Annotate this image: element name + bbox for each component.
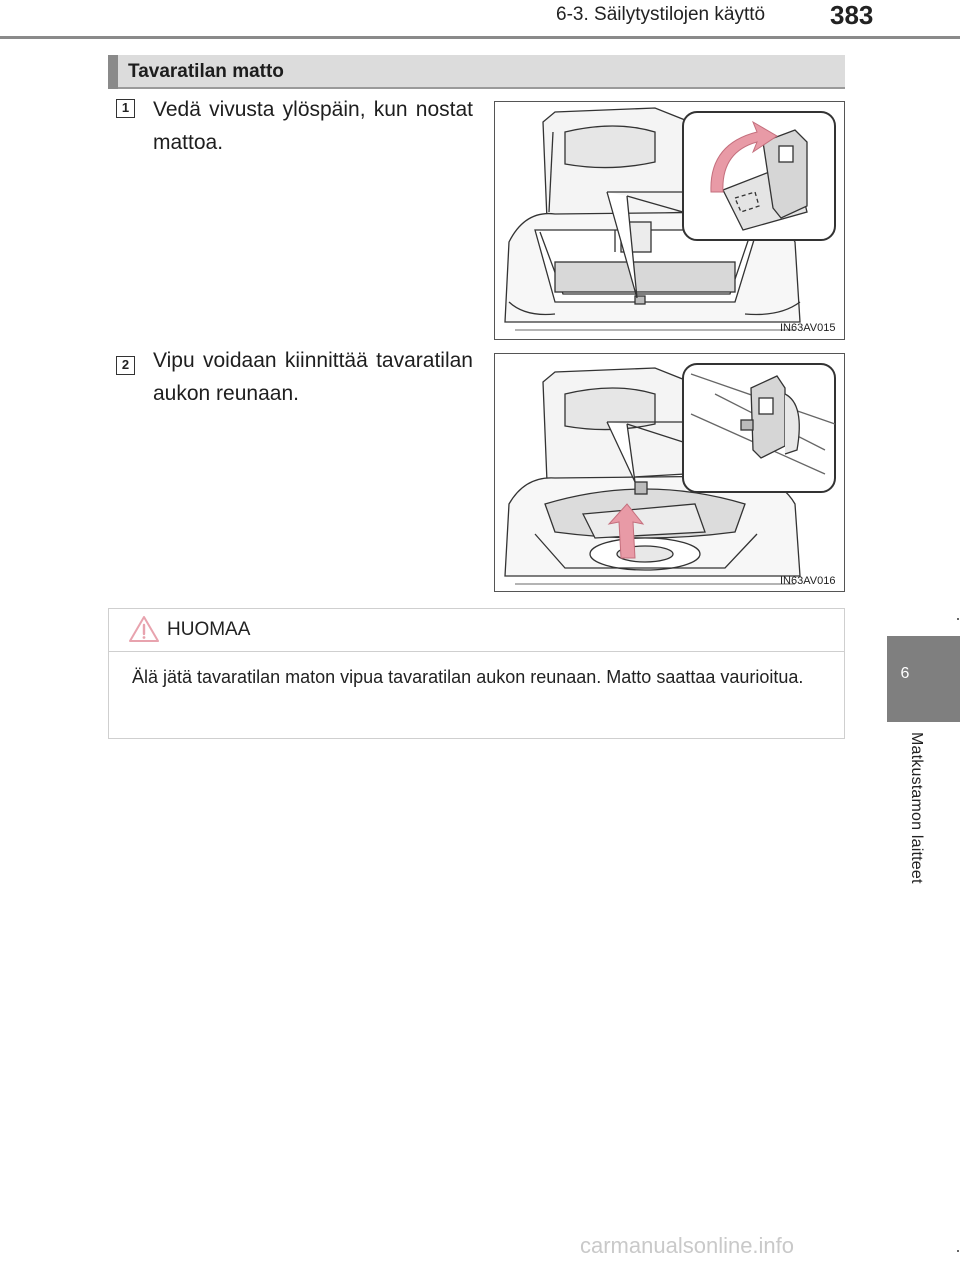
watermark-text: carmanualsonline.info — [580, 1233, 795, 1258]
header-rule — [0, 36, 960, 39]
chapter-number: 6 — [900, 665, 910, 682]
step-text-2: Vipu voidaan kiinnittää tavaratilan aukon reunaan. — [153, 349, 473, 405]
trunk-illustration-2 — [494, 353, 845, 592]
step-text-1: Vedä vivusta ylöspäin, kun nostat mattoa. — [153, 98, 473, 154]
trunk-illustration-1 — [494, 101, 845, 340]
section-title-accent — [108, 55, 118, 89]
edge-tick — [957, 618, 959, 620]
warning-triangle-icon — [127, 614, 161, 644]
page-number: 383 — [830, 0, 874, 30]
edge-tick — [957, 1250, 959, 1252]
section-title: Tavaratilan matto — [128, 61, 284, 82]
chapter-label: Matkustamon laitteet — [908, 732, 925, 884]
figure-code-1: IN63AV015 — [780, 322, 836, 334]
step-number-2: 2 — [116, 356, 135, 375]
figure-code-2: IN63AV016 — [780, 575, 836, 587]
caution-title: HUOMAA — [167, 619, 251, 640]
trunk-lever-hook-drawing — [495, 354, 843, 590]
caution-text: Älä jätä tavaratilan maton vipua tavaratilan aukon reunaan. Matto saattaa vaurioitua. — [132, 667, 804, 687]
step-number-1: 1 — [116, 99, 135, 118]
section-header: 6-3. Säilytystilojen käyttö — [556, 4, 766, 25]
trunk-lever-lift-drawing — [495, 102, 843, 338]
